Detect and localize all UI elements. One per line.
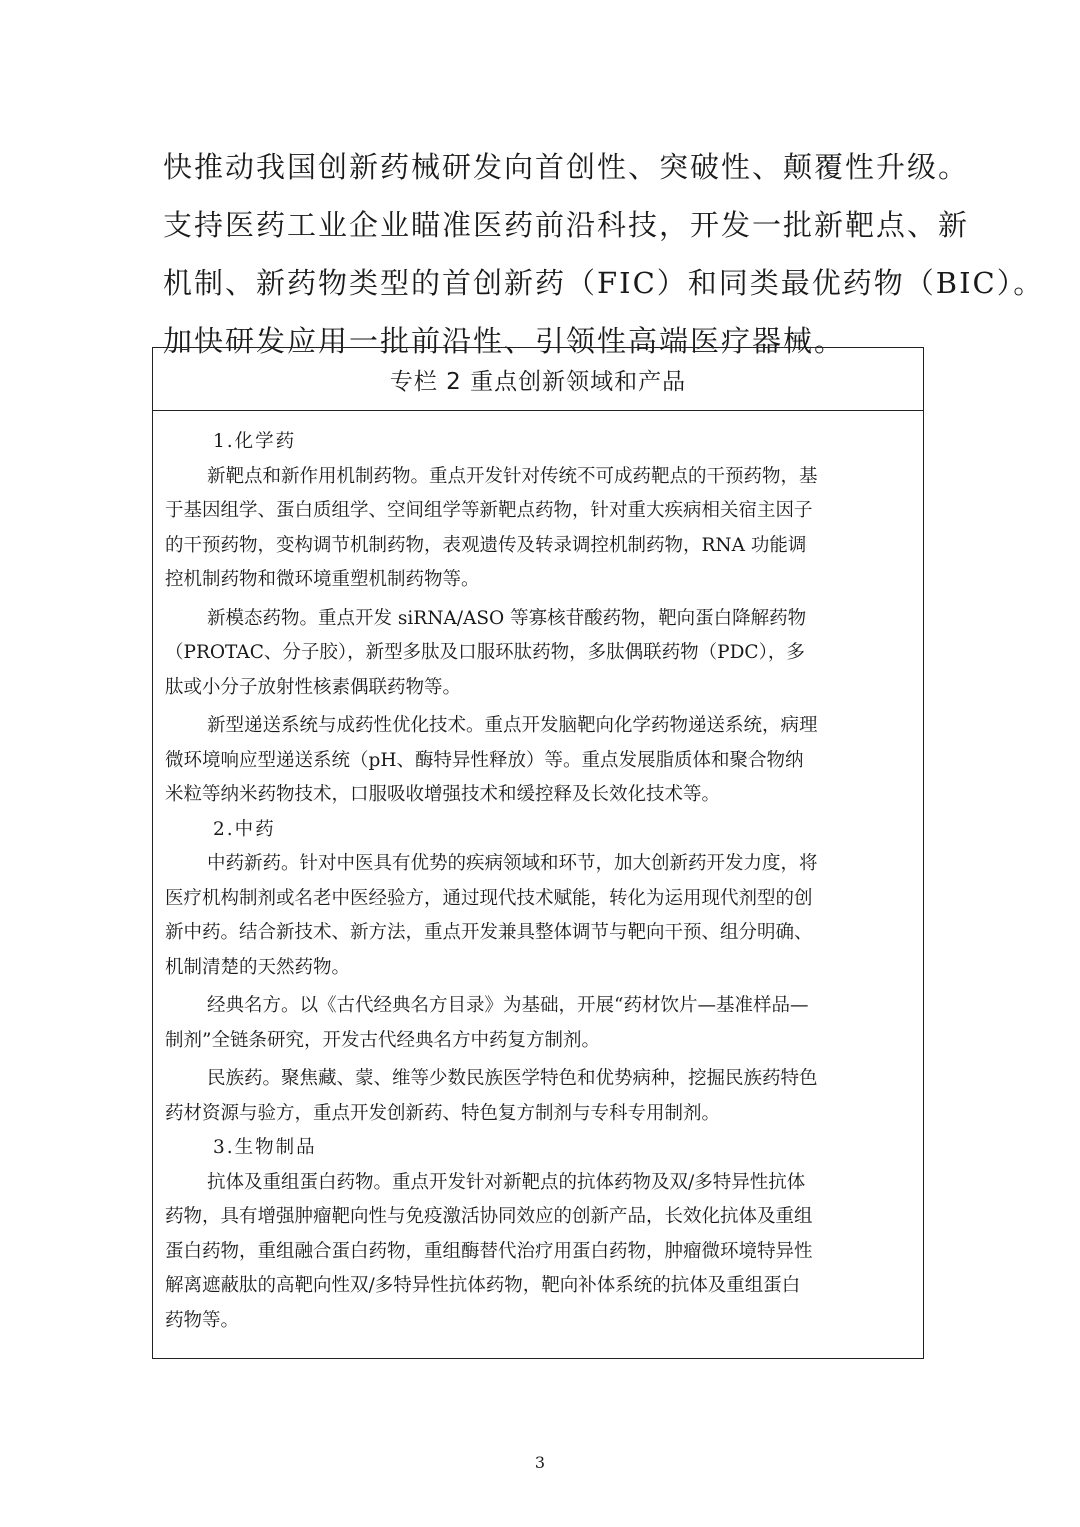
body-line: 微环境响应型递送系统（pH、酶特异性释放）等。重点发展脂质体和聚合物纳 [165,749,804,771]
body-line: 药材资源与验方，重点开发创新药、特色复方制剂与专科专用制剂。 [165,1102,721,1124]
body-line: 蛋白药物，重组融合蛋白药物，重组酶替代治疗用蛋白药物，肿瘤微环境特异性 [165,1240,813,1262]
section-heading-tcm: 2.中药 [213,818,276,840]
body-line: 抗体及重组蛋白药物。重点开发针对新靶点的抗体药物及双/多特异性抗体 [207,1171,806,1193]
column-box-title: 专栏 2 重点创新领域和产品 [153,348,923,411]
body-line: 于基因组学、蛋白质组学、空间组学等新靶点药物，针对重大疾病相关宿主因子 [165,500,813,521]
body-line: 肽或小分子放射性核素偶联药物等。 [165,676,462,698]
body-line: 民族药。聚焦藏、蒙、维等少数民族医学特色和优势病种，挖掘民族药特色 [207,1068,818,1089]
body-line: 医疗机构制剂或名老中医经验方，通过现代技术赋能，转化为运用现代剂型的创 [165,887,813,909]
body-line: （PROTAC、分子胶），新型多肽及口服环肽药物，多肽偶联药物（PDC），多 [165,642,805,663]
column-box [152,347,924,1359]
section-heading-chemical-drugs: 1.化学药 [213,431,297,452]
intro-line: 支持医药工业企业瞄准医药前沿科技，开发一批新靶点、新 [163,208,970,242]
body-line: 机制清楚的天然药物。 [165,956,351,978]
body-line: 药物，具有增强肿瘤靶向性与免疫激活协同效应的创新产品，长效化抗体及重组 [165,1206,813,1227]
body-line: 解离遮蔽肽的高靶向性双/多特异性抗体药物，靶向补体系统的抗体及重组蛋白 [165,1275,801,1296]
body-line: 中药新药。针对中医具有优势的疾病领域和环节，加大创新药开发力度，将 [207,853,818,874]
body-line: 的干预药物，变构调节机制药物，表观遗传及转录调控机制药物，RNA 功能调 [165,534,807,556]
page-number: 3 [534,1453,546,1472]
body-line: 米粒等纳米药物技术，口服吸收增强技术和缓控释及长效化技术等。 [165,784,721,805]
body-line: 新中药。结合新技术、新方法，重点开发兼具整体调节与靶向干预、组分明确、 [165,922,813,943]
section-heading-biologics: 3.生物制品 [213,1137,317,1158]
intro-paragraph [163,138,1045,370]
body-line: 新靶点和新作用机制药物。重点开发针对传统不可成药靶点的干预药物，基 [207,465,818,487]
body-line: 控机制药物和微环境重塑机制药物等。 [165,569,480,590]
body-line: 制剂”全链条研究，开发古代经典名方中药复方制剂。 [165,1029,600,1051]
column-box-body [153,411,923,1338]
body-line: 经典名方。以《古代经典名方目录》为基础，开展“药材饮片—基准样品— [207,995,809,1016]
intro-line: 加快研发应用一批前沿性、引领性高端医疗器械。 [163,324,846,358]
body-line: 药物等。 [165,1309,240,1331]
intro-line: 快推动我国创新药械研发向首创性、突破性、颠覆性升级。 [163,150,970,184]
body-line: 新模态药物。重点开发 siRNA/ASO 等寡核苷酸药物，靶向蛋白降解药物 [207,607,807,629]
body-line: 新型递送系统与成药性优化技术。重点开发脑靶向化学药物递送系统，病理 [207,715,818,736]
intro-line: 机制、新药物类型的首创新药（FIC）和同类最优药物（BIC）。 [163,266,1045,300]
